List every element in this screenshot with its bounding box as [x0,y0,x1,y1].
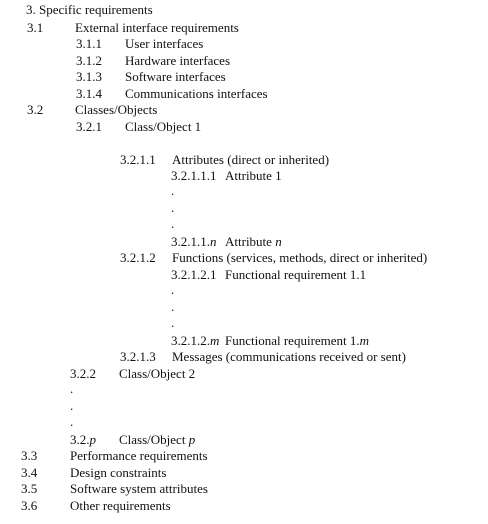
section-3-1-1-title: User interfaces [125,36,204,51]
title-prefix: Class/Object [119,432,189,447]
section-3-1-4-number: 3.1.4 [76,86,102,101]
section-3-2-2-title: Class/Object 2 [119,366,196,381]
ellipsis-dot: . [171,200,175,215]
section-3-5-number: 3.5 [21,481,38,496]
ellipsis-dot: . [171,299,175,314]
section-3-5-title: Software system attributes [70,481,208,496]
ellipsis-dot: . [70,414,74,429]
ellipsis-dot: . [70,398,74,413]
section-3-6-number: 3.6 [21,498,38,513]
number-prefix: 3.2.1.2. [171,333,210,348]
section-heading: 3. Specific requirements [26,2,153,17]
title-prefix: Attribute [225,234,276,249]
section-3-1-2-number: 3.1.2 [76,53,102,68]
ellipsis-dot: . [171,183,175,198]
number-variable: p [89,432,96,447]
section-3-2-1-1-n-number [171,234,217,250]
section-3-6-title: Other requirements [70,498,171,513]
ellipsis-dot: . [171,282,175,297]
section-3-2-2-number: 3.2.2 [70,366,96,381]
section-3-2-1-1-number: 3.2.1.1 [120,152,156,167]
section-3-2-1-2-1-number: 3.2.1.2.1 [171,267,217,282]
section-3-2-1-2-number: 3.2.1.2 [120,250,156,265]
section-3-2-1-1-1-title: Attribute 1 [225,168,282,183]
section-3-2-1-2-title: Functions (services, methods, direct or inherited) [172,250,428,265]
section-3-3-number: 3.3 [21,448,38,463]
section-3-2-1-1-n-title [225,234,282,250]
section-3-2-1-1-title: Attributes (direct or inherited) [172,152,330,167]
number-prefix: 3.2.1.1. [171,234,210,249]
section-3-4-number: 3.4 [21,465,38,480]
section-3-2-1-2-1-title: Functional requirement 1.1 [225,267,367,282]
section-3-3-title: Performance requirements [70,448,208,463]
ellipsis-dot: . [70,381,74,396]
title-variable: m [359,333,370,348]
section-3-2-1-title: Class/Object 1 [125,119,202,134]
section-3-1-4-title: Communications interfaces [125,86,268,101]
section-3-1-3-number: 3.1.3 [76,69,102,84]
section-3-2-1-number: 3.2.1 [76,119,102,134]
number-variable: m [210,333,220,348]
title-variable: p [188,432,196,447]
section-3-2-title: Classes/Objects [75,102,158,117]
section-3-2-p-number [70,432,96,448]
section-3-4-title: Design constraints [70,465,167,480]
section-3-1-number: 3.1 [27,20,44,35]
number-prefix: 3.2. [70,432,90,447]
section-3-2-number: 3.2 [27,102,44,117]
title-prefix: Functional requirement 1. [225,333,360,348]
section-3-2-p-title [119,432,195,448]
section-3-1-3-title: Software interfaces [125,69,226,84]
section-3-1-2-title: Hardware interfaces [125,53,231,68]
section-3-2-1-3-number: 3.2.1.3 [120,349,156,364]
section-3-2-1-3-title: Messages (communications received or sent) [172,349,406,364]
title-variable: n [275,234,282,249]
section-3-2-1-2-m-title [225,333,369,349]
section-3-1-title: External interface requirements [75,20,239,35]
number-variable: n [210,234,217,249]
section-3-2-1-2-m-number [171,333,219,349]
section-3-2-1-1-1-number: 3.2.1.1.1 [171,168,217,183]
ellipsis-dot: . [171,315,175,330]
ellipsis-dot: . [171,216,175,231]
section-3-1-1-number: 3.1.1 [76,36,102,51]
